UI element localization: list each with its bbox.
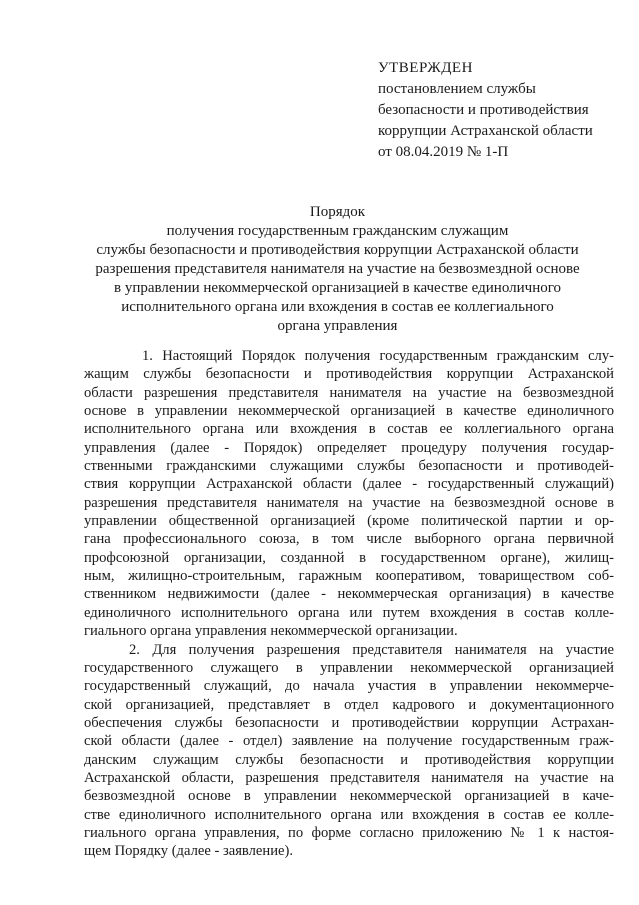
text-line: 2. Для получения разрешения представителя нанимателя на участие — [129, 641, 614, 658]
paragraph-1 — [84, 347, 614, 641]
text-line: области разрешения представителя нанимателя на участие на безвозмездной — [84, 384, 614, 401]
text-line: данским служащим службы безопасности и противодействия коррупции — [84, 751, 614, 768]
text-line: гиального органа управления некоммерческой организации. — [84, 623, 458, 640]
document-title — [60, 203, 615, 336]
approval-line: от 08.04.2019 № 1-П — [378, 144, 509, 160]
text-line: безвозмездной основе в управлении некоммерческой организацией в каче- — [84, 788, 614, 805]
title-line: разрешения представителя нанимателя на участие на безвозмездной основе — [95, 261, 580, 277]
text-line: ской организацией, представляет в отдел кадрового и документационного — [84, 696, 614, 713]
text-line: 1. Настоящий Порядок получения государственным гражданским слу- — [142, 348, 614, 364]
text-line: основе в управлении некоммерческой организацией в качестве единоличного — [84, 403, 614, 420]
text-line: государственного служащего в управлении некоммерческой организацией — [84, 659, 614, 676]
document-body — [84, 347, 614, 861]
approval-line: безопасности и противодействия — [378, 102, 589, 118]
title-heading: Порядок — [309, 204, 366, 220]
text-line: ственником недвижимости (далее - некоммерческая организация) в качестве — [84, 586, 614, 603]
approval-line: коррупции Астраханской области — [378, 123, 593, 139]
text-line: управления (далее - Порядок) определяет процедуру получения государ- — [84, 439, 614, 456]
text-line: обеспечения службы безопасности и противодействии коррупции Астрахан- — [84, 714, 614, 731]
text-line: единоличного исполнительного органа или путем вхождения в состав колле- — [84, 604, 614, 621]
text-line: ской области (далее - отдел) заявление на получение государственным граж- — [84, 733, 614, 750]
title-line: исполнительного органа или вхождения в состав ее коллегиального — [121, 299, 554, 315]
text-line: управлении общественной организацией (кроме политической партии и ор- — [84, 513, 614, 530]
text-line: исполнительного органа или вхождения в состав ее коллегиального органа — [84, 421, 614, 438]
approval-stamp — [378, 58, 618, 163]
paragraph-2 — [84, 641, 614, 861]
text-line: государственный служащий, до начала участия в управлении некоммерче- — [84, 678, 614, 695]
title-line: в управлении некоммерческой организацией в качестве единоличного — [114, 280, 561, 296]
text-line: Астраханской области, разрешения представителя нанимателя на участие на — [84, 769, 614, 786]
approval-line: постановлением службы — [378, 81, 536, 97]
text-line: жащим службы безопасности и противодействия коррупции Астраханской — [84, 366, 614, 383]
text-line: разрешения представителя нанимателя на участие на безвозмездной основе в — [84, 494, 614, 511]
title-line: органа управления — [277, 318, 398, 334]
text-line: щем Порядку (далее - заявление). — [84, 843, 294, 860]
title-line: службы безопасности и противодействия коррупции Астраханской области — [96, 242, 579, 258]
text-line: стве единоличного исполнительного органа или вхождения в состав ее колле- — [84, 806, 614, 823]
title-line: получения государственным гражданским служащим — [166, 223, 509, 239]
text-line: профсоюзной организации, созданной в государственном органе), жилищ- — [84, 549, 614, 566]
text-line: ным, жилищно-строительным, гаражным кооперативом, товариществом соб- — [84, 568, 614, 585]
text-line: гиального органа управления, по форме согласно приложению № 1 к настоя- — [84, 824, 614, 841]
text-line: ственными гражданскими служащими службы безопасности и противодей- — [84, 458, 614, 475]
text-line: ствия коррупции Астраханской области (далее - государственный служащий) — [84, 476, 614, 493]
text-line: гана профессионального союза, в том числе выборного органа первичной — [84, 531, 614, 548]
approval-heading: УТВЕРЖДЕН — [378, 60, 473, 76]
